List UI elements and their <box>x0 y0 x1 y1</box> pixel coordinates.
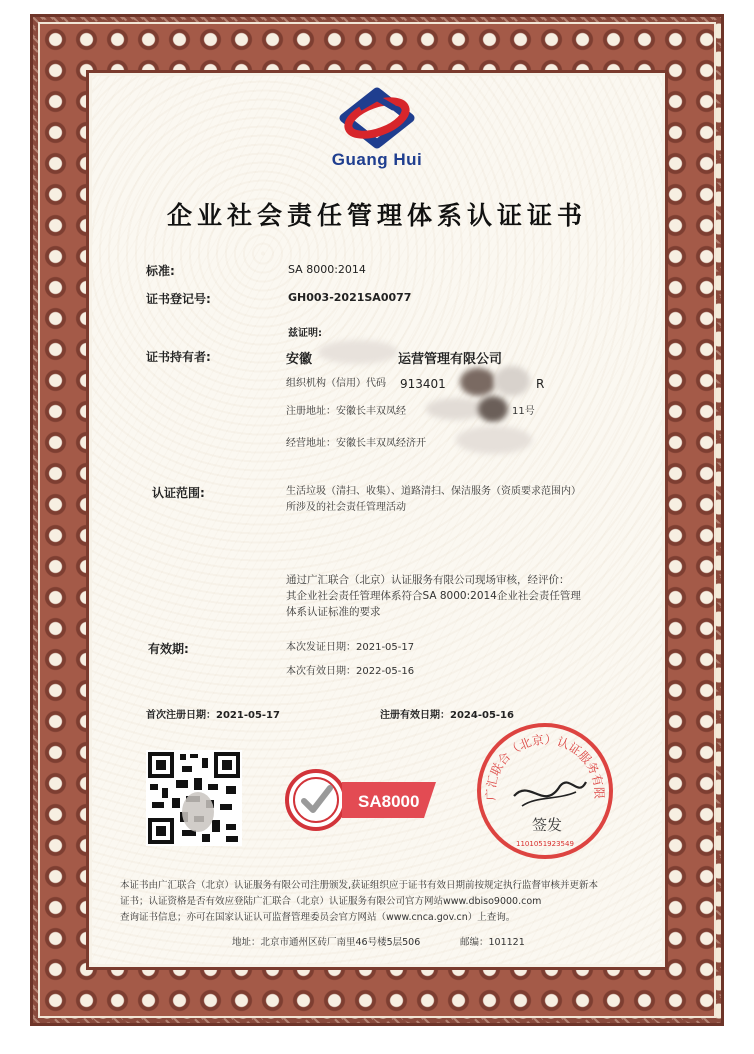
scope-line-1: 生活垃圾（清扫、收集）、道路清扫、保洁服务（资质要求范围内） <box>286 486 581 497</box>
holder-name-start: 安徽 <box>286 352 313 367</box>
registration-valid-date: 注册有效日期：2024-05-16 <box>380 710 514 721</box>
org-code-label: 组织机构（信用）代码 <box>286 378 386 389</box>
holder-name-end: 运营管理有限公司 <box>398 352 503 367</box>
business-address: 经营地址：安徽长丰双凤经济开 <box>286 438 426 449</box>
logo-mark-icon <box>330 86 424 150</box>
guanghui-logo <box>330 86 424 176</box>
footer-postcode: 邮编：101121 <box>460 937 525 948</box>
redaction-blur <box>456 426 532 454</box>
standard-label: 标准: <box>146 264 175 278</box>
seal-number: 1101051923549 <box>516 840 574 848</box>
redaction-blur <box>478 396 508 422</box>
logo-text: Guang Hui <box>331 150 423 169</box>
holder-label: 证书持有者: <box>146 350 211 364</box>
redaction-blur <box>426 398 486 420</box>
redaction-blur <box>318 340 398 364</box>
cert-number-value: GH003-2021SA0077 <box>288 291 412 304</box>
qr-code-icon <box>146 750 242 846</box>
org-code-value: 913401 <box>400 377 446 391</box>
official-seal <box>474 720 616 862</box>
footer-notice <box>120 878 640 926</box>
cert-number-label: 证书登记号: <box>146 292 211 306</box>
holder-note: 兹证明: <box>288 328 322 339</box>
validity-label: 有效期: <box>148 642 189 656</box>
sa8000-mark-icon <box>284 768 444 832</box>
issue-date: 本次发证日期：2021-05-17 <box>286 642 415 653</box>
signature-icon <box>514 782 586 796</box>
seal-center-text: 签发 <box>532 816 563 834</box>
statement-line-3: 体系认证标准的要求 <box>286 606 381 618</box>
footer-line-1: 本证书由广汇联合（北京）认证服务有限公司注册颁发,获证组织应于证书有效日期前按规定执行监督审核并更新本 <box>120 880 599 891</box>
scope-line-2: 所涉及的社会责任管理活动 <box>286 502 406 513</box>
footer-line-3: 查询证书信息；亦可在国家认证认可监督管理委员会官方网站（www.cnca.gov.cn）上查询。 <box>120 912 516 923</box>
seal-ring-text: 广汇联合（北京）认证服务有限 <box>483 732 607 801</box>
certificate-title: 企业社会责任管理体系认证证书 <box>166 201 587 230</box>
valid-until-date: 本次有效日期：2022-05-16 <box>286 666 415 677</box>
first-registration-date: 首次注册日期：2021-05-17 <box>146 710 280 721</box>
footer-line-2: 证书；认证资格是否有效应登陆广汇联合（北京）认证服务有限公司官方网站www.dbiso9000.com <box>120 896 542 907</box>
org-code-tail: R <box>536 377 545 391</box>
redaction-blur <box>494 366 530 396</box>
footer-address: 地址：北京市通州区砖厂南里46号楼5层506 <box>232 937 421 948</box>
statement-line-1: 通过广汇联合（北京）认证服务有限公司现场审核，经评价： <box>286 574 570 586</box>
statement-line-2: 其企业社会责任管理体系符合SA 8000:2014企业社会责任管理 <box>286 590 581 602</box>
redaction-blur <box>460 368 496 396</box>
registered-address-tail: 11号 <box>512 406 535 417</box>
sa8000-text: SA8000 <box>358 792 420 811</box>
scope-label: 认证范围: <box>152 486 205 500</box>
sa8000-badge <box>284 768 444 832</box>
registered-address: 注册地址：安徽长丰双凤经 <box>286 406 406 417</box>
svg-text:广汇联合（北京）认证服务有限公司 <box>474 720 606 801</box>
standard-value: SA 8000:2014 <box>288 263 366 276</box>
qr-code <box>146 750 242 846</box>
